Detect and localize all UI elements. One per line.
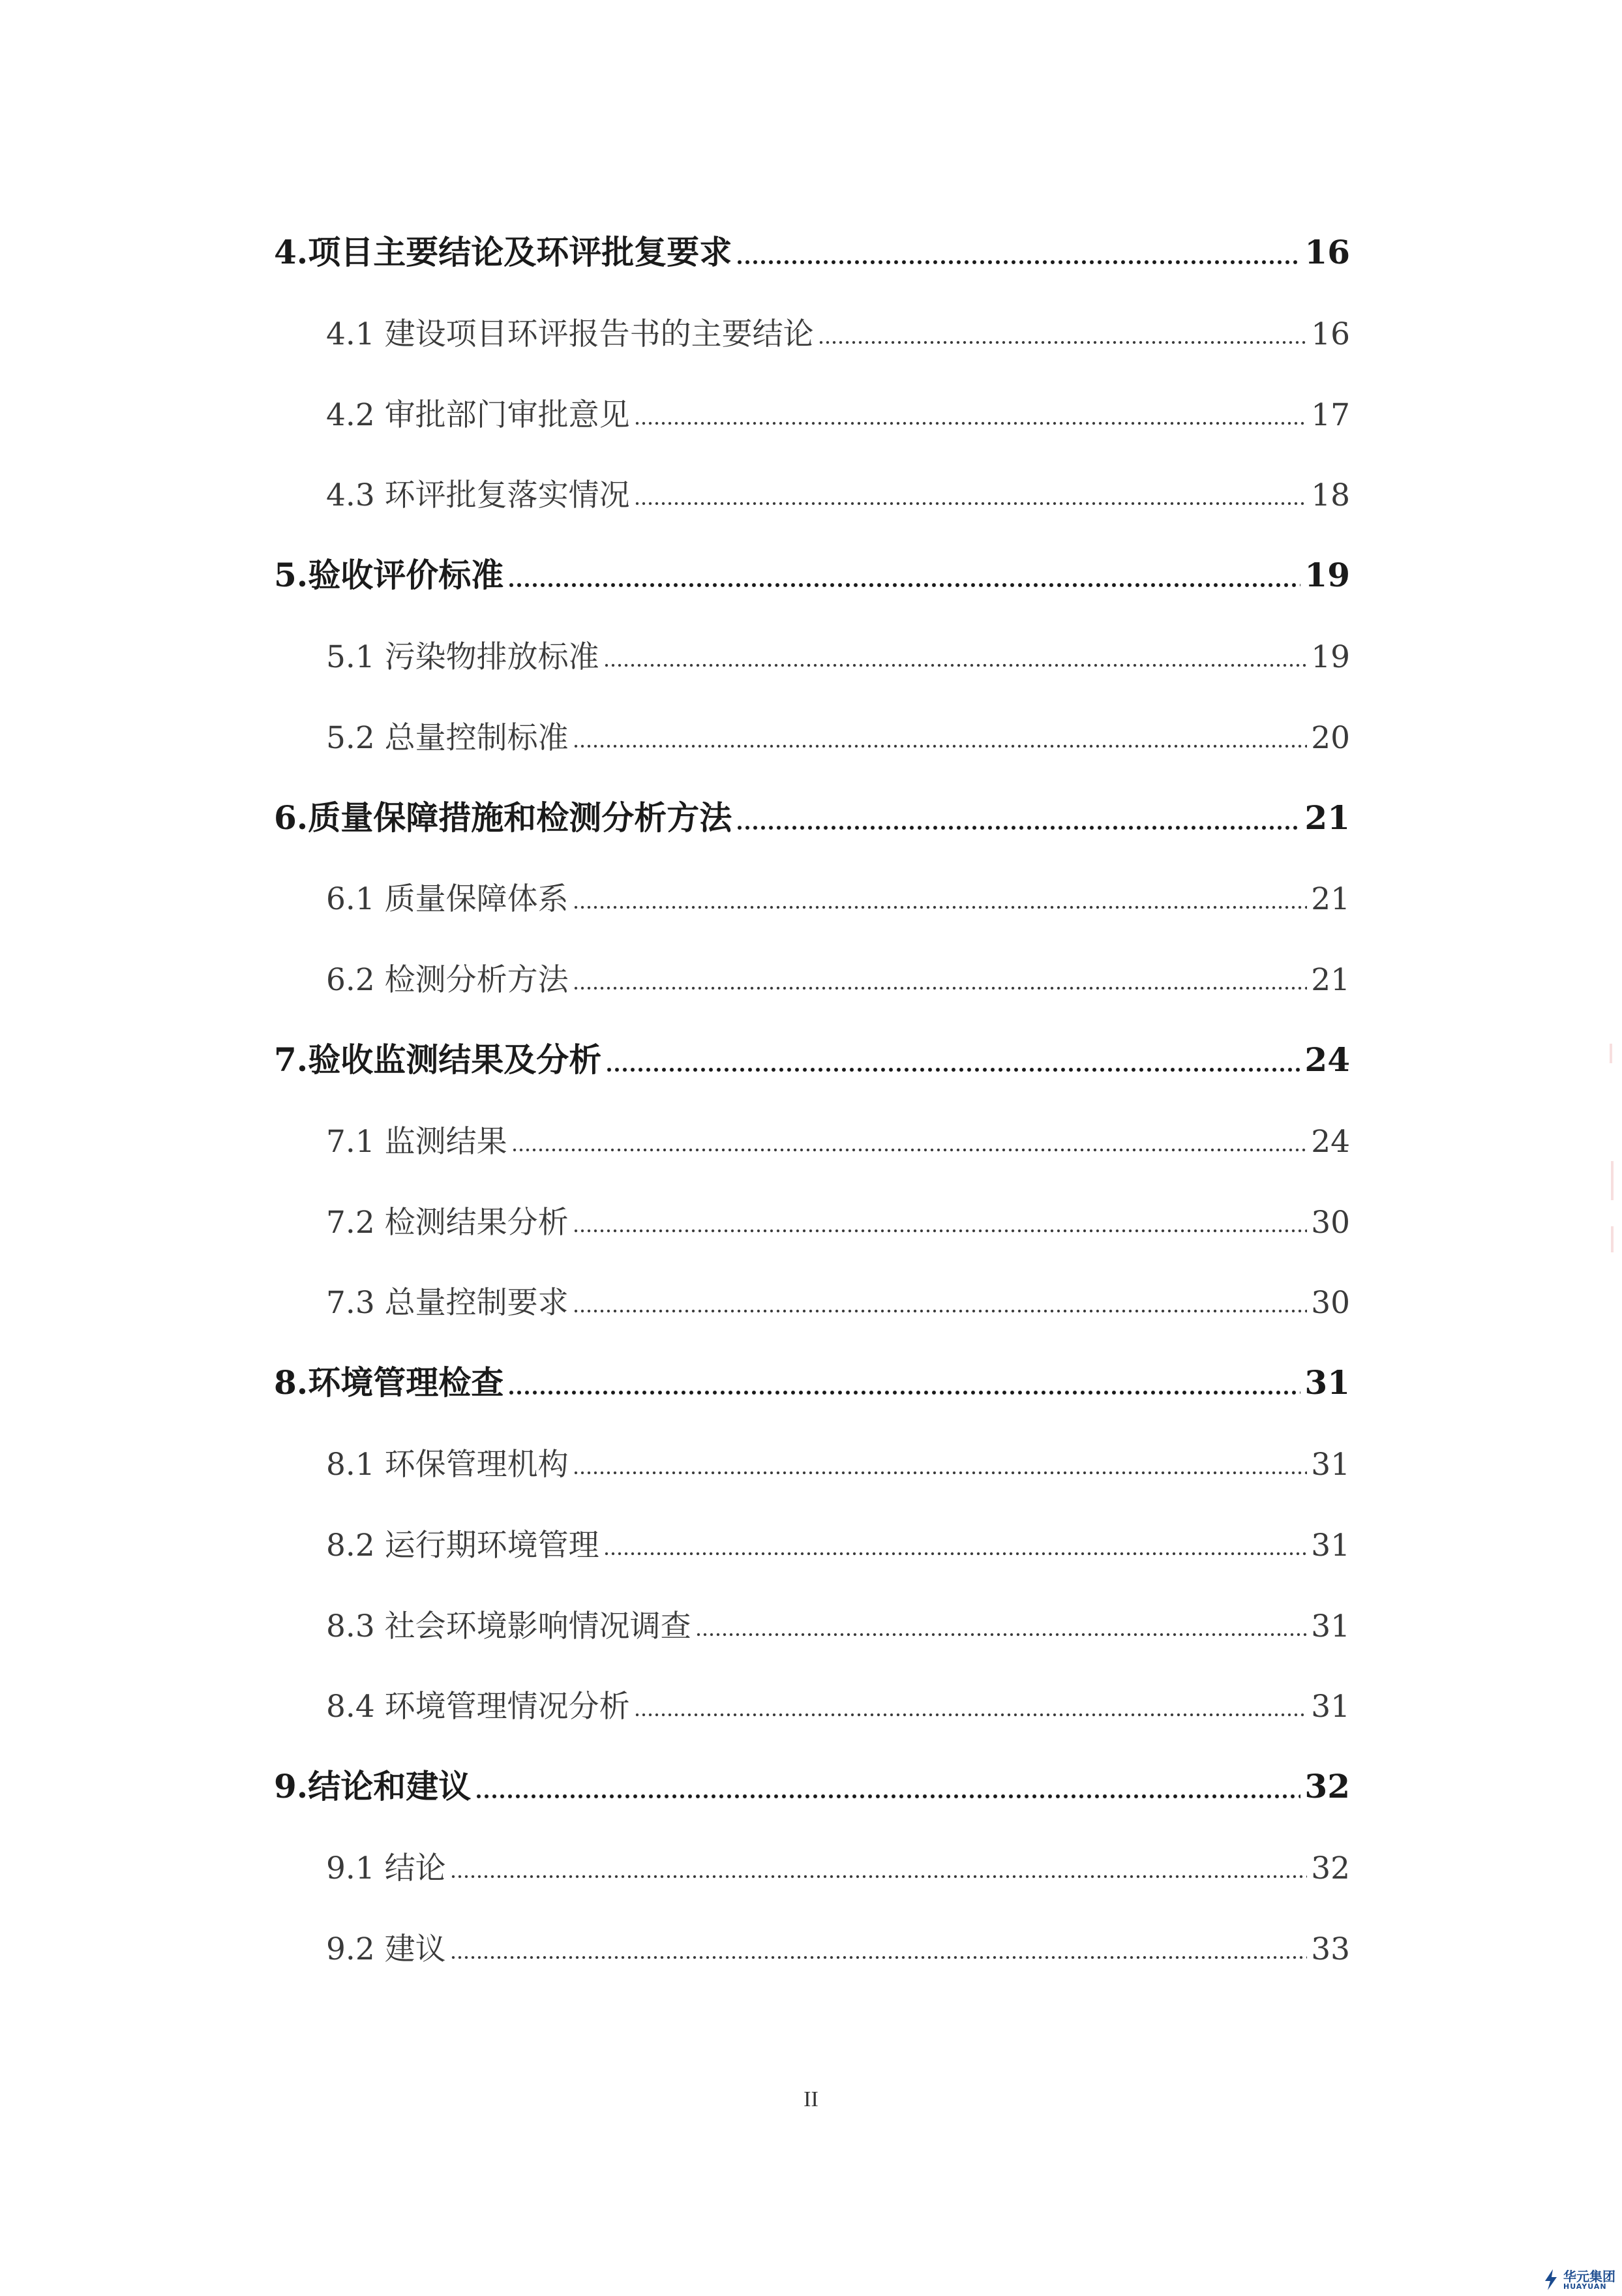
toc-entry-title: 6.2 检测分析方法 [326, 962, 569, 998]
toc-page-number: 30 [1311, 1205, 1350, 1241]
toc-section-entry[interactable] [326, 1689, 1350, 1725]
toc-dot-leader [573, 904, 1308, 911]
toc-page-number: 31 [1311, 1609, 1350, 1644]
toc-section-entry[interactable] [326, 397, 1350, 433]
toc-entry-title: 5.2 总量控制标准 [326, 720, 569, 756]
toc-page-number: 24 [1304, 1040, 1350, 1079]
toc-page-number: 18 [1311, 477, 1350, 513]
toc-dot-leader [450, 1954, 1308, 1961]
toc-chapter-entry[interactable] [274, 233, 1350, 271]
toc-entry-title: 7.2 检测结果分析 [326, 1205, 569, 1241]
toc-dot-leader [634, 1712, 1308, 1718]
toc-dot-leader [818, 339, 1308, 346]
toc-page-number: 21 [1311, 881, 1350, 917]
toc-chapter-entry[interactable] [274, 1040, 1350, 1079]
toc-entry-title: 4.项目主要结论及环评批复要求 [274, 233, 732, 271]
toc-entry-title: 8.2 运行期环境管理 [326, 1528, 599, 1563]
toc-page-number: 24 [1311, 1124, 1350, 1160]
toc-chapter-entry[interactable] [274, 556, 1350, 594]
toc-entry-title: 8.4 环境管理情况分析 [326, 1689, 630, 1725]
toc-section-entry[interactable] [326, 881, 1350, 917]
toc-page-number: 32 [1304, 1767, 1350, 1805]
toc-dot-leader [736, 824, 1300, 832]
toc-entry-title: 5.1 污染物排放标准 [326, 639, 599, 675]
toc-section-entry[interactable] [326, 1530, 1350, 1561]
toc-section-entry[interactable] [326, 1931, 1350, 1967]
toc-entry-title: 8.环境管理检查 [274, 1363, 504, 1402]
toc-page-number: 17 [1311, 397, 1350, 433]
toc-page-number: 31 [1304, 1363, 1350, 1402]
toc-entry-title: 6.质量保障措施和检测分析方法 [274, 798, 732, 837]
toc-page-number: 31 [1311, 1689, 1350, 1725]
toc-section-entry[interactable] [326, 1285, 1350, 1321]
toc-dot-leader [573, 1228, 1308, 1234]
toc-dot-leader [634, 500, 1308, 507]
toc-page-number: 20 [1311, 720, 1350, 756]
toc-entry-title: 9.1 结论 [326, 1850, 446, 1886]
toc-dot-leader [507, 1389, 1300, 1397]
toc-page-number: 19 [1304, 556, 1350, 594]
scan-artifact [1611, 1161, 1614, 1200]
toc-section-entry[interactable] [326, 1447, 1350, 1483]
toc-dot-leader [603, 662, 1308, 669]
toc-entry-title: 4.1 建设项目环评报告书的主要结论 [326, 316, 814, 352]
toc-entry-title: 9.2 建议 [326, 1931, 446, 1967]
toc-chapter-entry[interactable] [274, 1363, 1350, 1402]
toc-section-entry[interactable] [326, 1124, 1350, 1160]
page-number: II [803, 2087, 819, 2111]
toc-dot-leader [695, 1631, 1308, 1638]
toc-page-number: 21 [1311, 962, 1350, 998]
toc-dot-leader [573, 985, 1308, 991]
toc-entry-title: 6.1 质量保障体系 [326, 881, 569, 917]
toc-entry-title: 8.3 社会环境影响情况调查 [326, 1609, 691, 1644]
scan-artifact [1611, 1226, 1614, 1252]
toc-dot-leader [450, 1873, 1308, 1880]
toc-dot-leader [573, 1308, 1308, 1314]
logo-name-cn: 华元集团 [1563, 2268, 1615, 2284]
toc-dot-leader [573, 1470, 1308, 1476]
toc-section-entry[interactable] [326, 316, 1350, 352]
toc-entry-title: 7.3 总量控制要求 [326, 1285, 569, 1321]
toc-section-entry[interactable] [326, 477, 1350, 513]
toc-page-number: 16 [1304, 233, 1350, 271]
toc-page-number: 19 [1311, 639, 1350, 675]
toc-dot-leader [507, 581, 1300, 589]
toc-dot-leader [605, 1066, 1300, 1074]
toc-section-entry[interactable] [326, 1205, 1350, 1241]
logo-text [1563, 2270, 1615, 2290]
toc-page-number: 21 [1304, 798, 1350, 837]
toc-dot-leader [475, 1792, 1300, 1800]
toc-section-entry[interactable] [326, 962, 1350, 998]
toc-section-entry[interactable] [326, 639, 1350, 675]
toc-section-entry[interactable] [326, 720, 1350, 756]
toc-dot-leader [736, 258, 1300, 266]
toc-entry-title: 8.1 环保管理机构 [326, 1447, 569, 1483]
toc-page-number: 31 [1311, 1447, 1350, 1483]
toc-entry-title: 4.3 环评批复落实情况 [326, 477, 630, 513]
toc-page-number: 33 [1311, 1931, 1350, 1967]
toc-page-number: 30 [1311, 1285, 1350, 1321]
toc-entry-title: 7.1 监测结果 [326, 1124, 507, 1160]
toc-entry-title: 4.2 审批部门审批意见 [326, 397, 630, 433]
scan-artifact [1610, 1044, 1612, 1063]
toc-section-entry[interactable] [326, 1611, 1350, 1642]
toc-dot-leader [603, 1550, 1308, 1557]
toc-entry-title: 9.结论和建议 [274, 1767, 472, 1805]
toc-dot-leader [511, 1147, 1308, 1153]
company-logo [1542, 2269, 1615, 2291]
toc-chapter-entry[interactable] [274, 1767, 1350, 1805]
toc-entry-title: 5.验收评价标准 [274, 556, 504, 594]
logo-name-en: HUAYUAN [1563, 2282, 1607, 2291]
toc-page-number: 16 [1311, 316, 1350, 352]
toc-entry-title: 7.验收监测结果及分析 [274, 1040, 602, 1079]
toc-chapter-entry[interactable] [274, 798, 1350, 837]
toc-section-entry[interactable] [326, 1850, 1350, 1886]
logo-icon [1542, 2269, 1559, 2291]
toc-dot-leader [573, 743, 1308, 749]
toc-dot-leader [634, 420, 1308, 427]
toc-page-number: 31 [1311, 1528, 1350, 1563]
toc-page-number: 32 [1311, 1850, 1350, 1886]
